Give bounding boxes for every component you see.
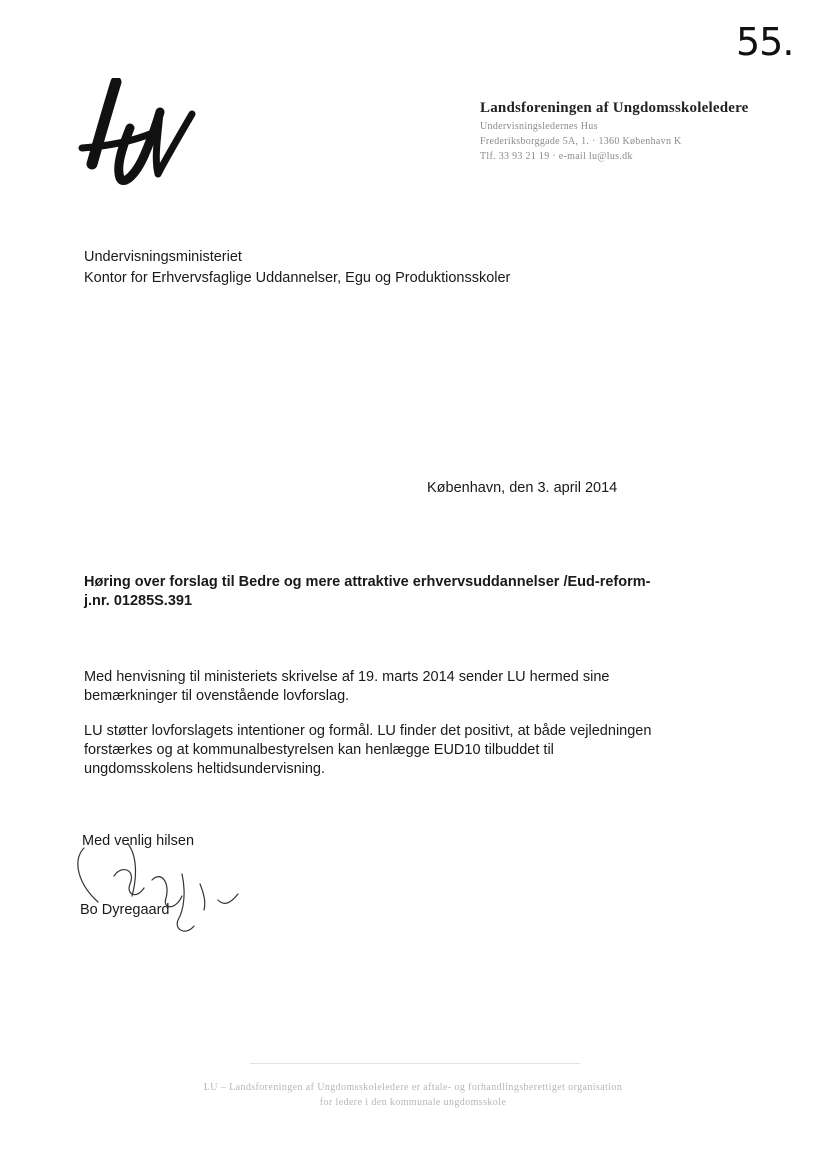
body-paragraph xyxy=(84,722,734,779)
footer xyxy=(0,1080,826,1110)
body-paragraph xyxy=(84,668,734,706)
signer-name: Bo Dyregaard xyxy=(80,902,170,918)
body-line: forstærkes og at kommunalbestyrelsen kan henlægge EUD10 tilbuddet til xyxy=(84,742,554,758)
org-contact-line: Tlf. 33 93 21 19 · e-mail lu@lus.dk xyxy=(480,151,633,162)
subject-heading xyxy=(84,573,734,611)
recipient-line: Undervisningsministeriet xyxy=(84,249,242,265)
org-address-line: Frederiksborggade 5A, 1. · 1360 København K xyxy=(480,136,682,147)
recipient-line: Kontor for Erhvervsfaglige Uddannelser, Egu og Produktionsskoler xyxy=(84,270,511,286)
body-line: bemærkninger til ovenstående lovforslag. xyxy=(84,688,350,704)
footer-line: for ledere i den kommunale ungdomsskole xyxy=(319,1097,507,1108)
date-line: København, den 3. april 2014 xyxy=(427,480,618,496)
closing: Med venlig hilsen xyxy=(82,833,195,849)
footer-divider xyxy=(250,1063,580,1064)
body-line: Med henvisning til ministeriets skrivelse af 19. marts 2014 sender LU hermed sine xyxy=(84,669,610,685)
org-address-line: Undervisningsledernes Hus xyxy=(480,121,598,132)
letterhead xyxy=(480,100,780,162)
lu-logo xyxy=(78,78,196,190)
org-name: Landsforeningen af Ungdomsskoleledere xyxy=(480,100,749,116)
body-line: LU støtter lovforslagets intentioner og formål. LU finder det positivt, at både vejledningen xyxy=(84,723,652,739)
subject-line: Høring over forslag til Bedre og mere attraktive erhvervsuddannelser /Eud-reform- xyxy=(84,574,651,590)
footer-line: LU – Landsforeningen af Ungdomsskoleledere er aftale- og forhandlingsberettiget organisation xyxy=(203,1082,623,1093)
handwritten-signature xyxy=(70,840,250,940)
logo-text: LU xyxy=(78,188,80,189)
subject-line: j.nr. 01285S.391 xyxy=(84,593,193,609)
recipient-block xyxy=(84,247,510,289)
page-number: 55. xyxy=(736,20,794,64)
body-line: ungdomsskolens heltidsundervisning. xyxy=(84,761,326,777)
